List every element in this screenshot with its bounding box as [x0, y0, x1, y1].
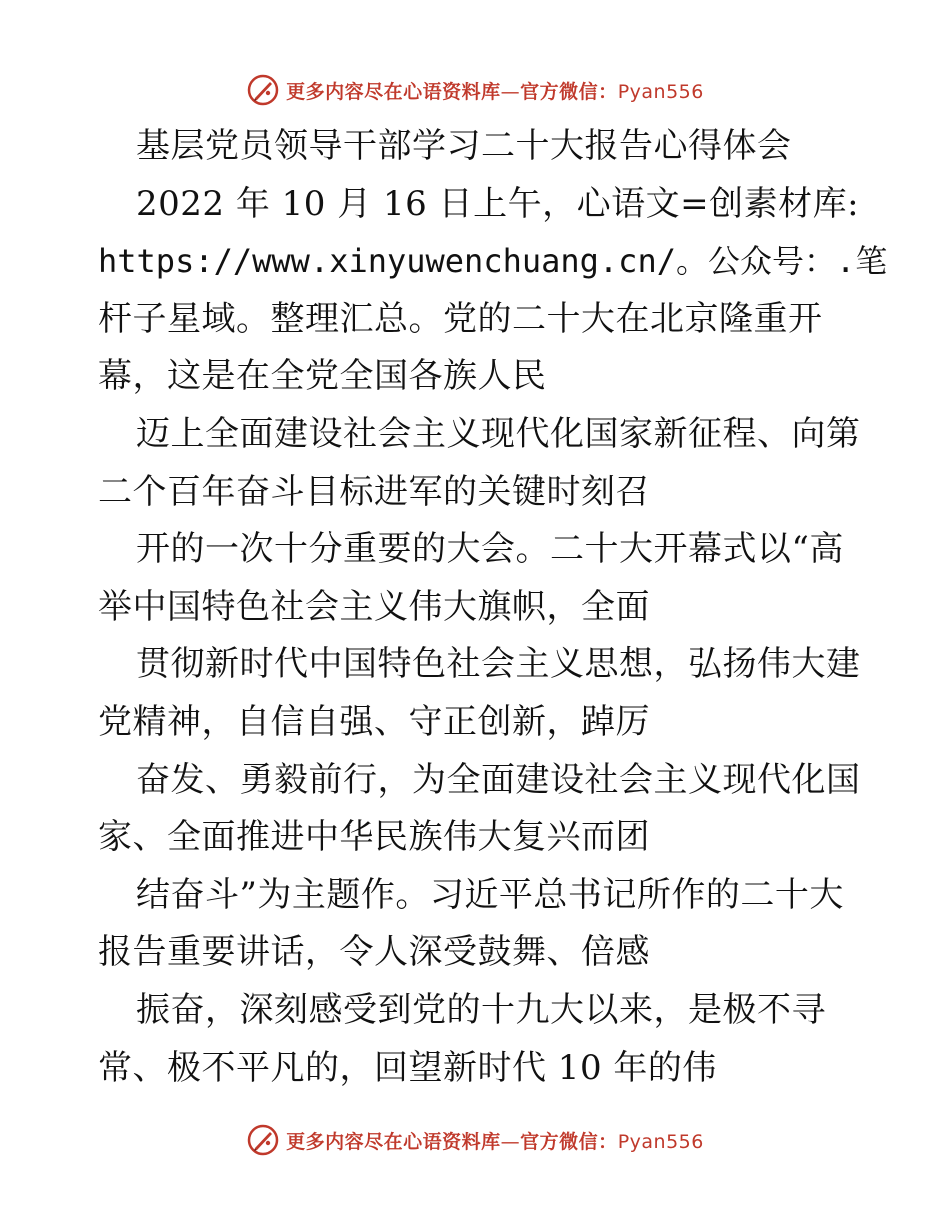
paragraph-line: 结奋斗”为主题作。习近平总书记所作的二十大	[136, 874, 844, 915]
paragraph-line: 贯彻新时代中国特色社会主义思想，弘扬伟大建	[136, 644, 861, 685]
quill-seal-icon	[246, 73, 280, 107]
document-body	[98, 118, 888, 1097]
paragraph-line: 开的一次十分重要的大会。二十大开幕式以“高	[136, 529, 844, 570]
paragraph-line: 党精神，自信自强、守正创新，踔厉	[98, 701, 650, 742]
paragraph-line: 振奋，深刻感受到党的十九大以来，是极不寻	[136, 989, 826, 1030]
header-banner	[0, 70, 950, 110]
paragraph-line: 报告重要讲话，令人深受鼓舞、倍感	[98, 932, 650, 973]
banner-dash: —	[500, 1130, 521, 1153]
banner-text	[286, 77, 704, 104]
paragraph-line: 2022 年 10 月 16 日上午，心语文=创素材库:	[136, 183, 860, 224]
banner-official-text: 官方微信：	[520, 80, 618, 103]
paragraph-line: 举中国特色社会主义伟大旗帜，全面	[98, 586, 650, 627]
footer-banner	[0, 1120, 950, 1160]
paragraph-line: 杆子星域。整理汇总。党的二十大在北京隆重开	[98, 298, 823, 339]
paragraph-line: 二个百年奋斗目标进军的关键时刻召	[98, 471, 650, 512]
banner-official-text: 官方微信：	[520, 1130, 618, 1153]
document-title: 基层党员领导干部学习二十大报告心得体会	[136, 126, 792, 166]
paragraph-line: 家、全面推进中华民族伟大复兴而团	[98, 817, 650, 858]
paragraph-line: 奋发、勇毅前行，为全面建设社会主义现代化国	[136, 759, 861, 800]
paragraph-line: 迈上全面建设社会主义现代化国家新征程、向第	[136, 413, 861, 454]
banner-text	[286, 1127, 704, 1154]
paragraph-line: https://www.xinyuwenchuang.cn/。公众号：.笔	[98, 242, 888, 281]
paragraph-line: 幕，这是在全党全国各族人民	[98, 356, 547, 397]
banner-dash: —	[500, 80, 521, 103]
paragraph-line: 常、极不平凡的，回望新时代 10 年的伟	[98, 1047, 717, 1088]
banner-main-text: 更多内容尽在心语资料库	[286, 1130, 501, 1153]
quill-seal-icon	[246, 1123, 280, 1157]
banner-wechat-id: Pyan556	[617, 1130, 704, 1153]
banner-wechat-id: Pyan556	[617, 80, 704, 103]
banner-main-text: 更多内容尽在心语资料库	[286, 80, 501, 103]
